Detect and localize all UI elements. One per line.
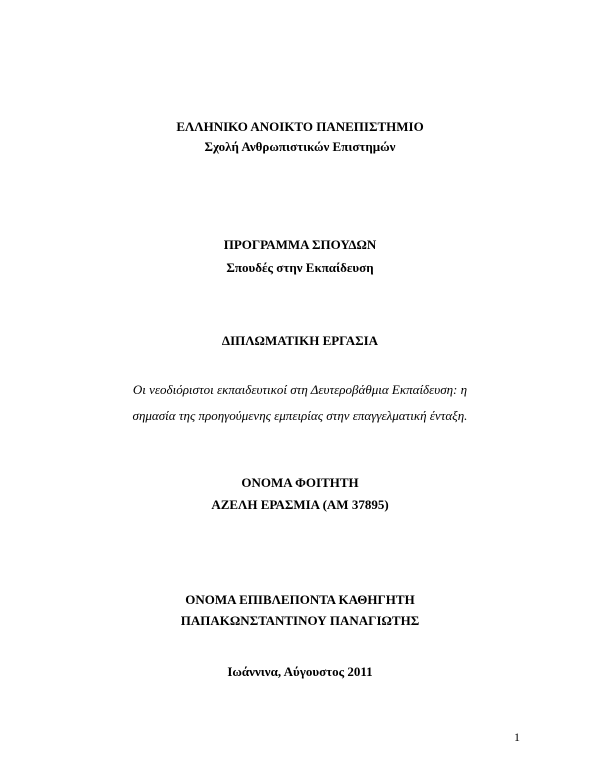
school-name: Σχολή Ανθρωπιστικών Επιστημών — [204, 139, 396, 154]
place-date: Ιωάννινα, Αύγουστος 2011 — [227, 664, 373, 679]
supervisor-name: ΠΑΠΑΚΩΝΣΤΑΝΤΙΝΟΥ ΠΑΝΑΓΙΩΤΗΣ — [180, 613, 420, 628]
thesis-heading: ΔΙΠΛΩΜΑΤΙΚΗ ΕΡΓΑΣΙΑ — [221, 333, 379, 348]
supervisor-heading: ΟΝΟΜΑ ΕΠΙΒΛΕΠΟΝΤΑ ΚΑΘΗΓΗΤΗ — [185, 592, 415, 607]
university-name: ΕΛΛΗΝΙΚΟ ΑΝΟΙΚΤΟ ΠΑΝΕΠΙΣΤΗΜΙΟ — [176, 119, 424, 134]
program-heading: ΠΡΟΓΡΑΜΜΑ ΣΠΟΥΔΩΝ — [223, 237, 377, 252]
student-name: ΑΖΕΛΗ ΕΡΑΣΜΙΑ (ΑΜ 37895) — [211, 497, 389, 512]
program-name: Σπουδές στην Εκπαίδευση — [226, 260, 374, 275]
thesis-title-line-2: σημασία της προηγούμενης εμπειρίας στην επαγγελματική ένταξη. — [132, 408, 468, 423]
thesis-title-line-1: Οι νεοδιόριστοι εκπαιδευτικοί στη Δευτεροβάθμια Εκπαίδευση: η — [132, 382, 468, 397]
student-heading: ΟΝΟΜΑ ΦΟΙΤΗΤΗ — [241, 475, 359, 490]
page-number: 1 — [514, 730, 520, 744]
